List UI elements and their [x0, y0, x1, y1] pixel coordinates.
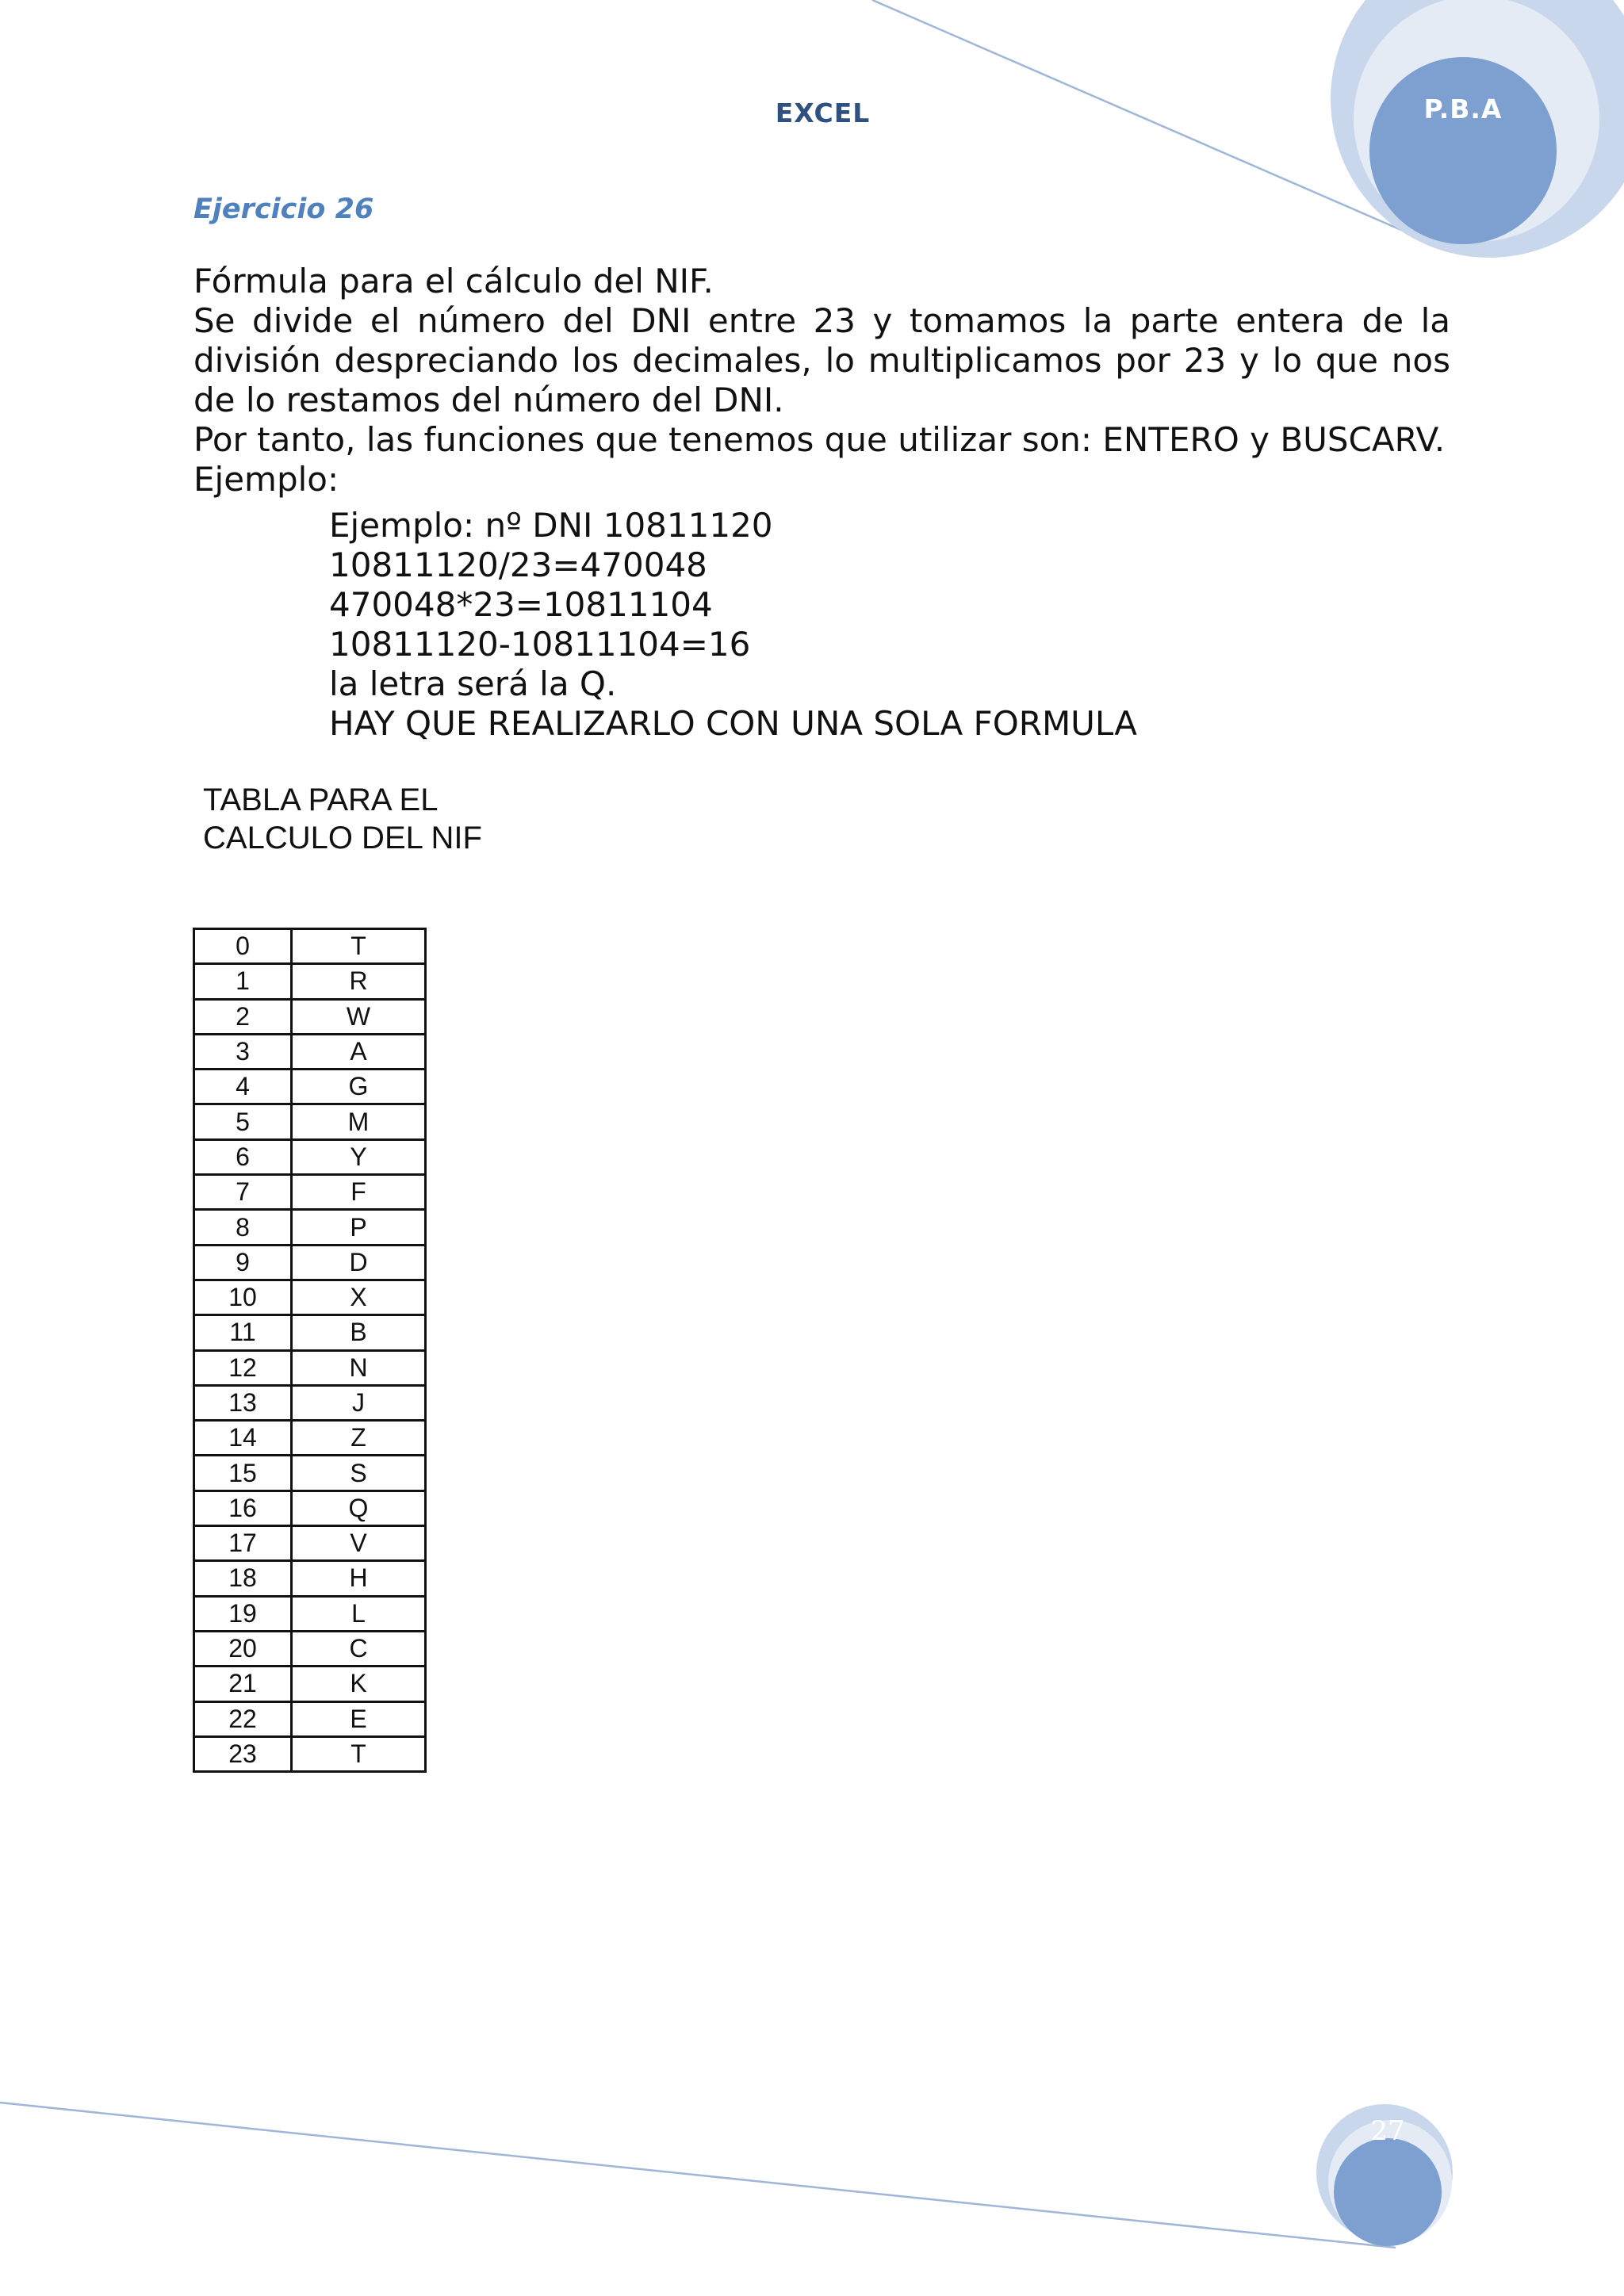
letter-cell: X: [292, 1280, 426, 1314]
remainder-cell: 1: [194, 964, 292, 999]
table-row: [194, 1034, 426, 1069]
table-row: [194, 964, 426, 999]
remainder-cell: 22: [194, 1701, 292, 1736]
remainder-cell: 16: [194, 1490, 292, 1525]
letter-cell: Z: [292, 1421, 426, 1456]
remainder-cell: 5: [194, 1104, 292, 1139]
example-line: HAY QUE REALIZARLO CON UNA SOLA FORMULA: [329, 704, 1138, 743]
table-heading-line: CALCULO DEL NIF: [203, 821, 482, 855]
footer-circle-inner: [1334, 2138, 1442, 2246]
letter-cell: L: [292, 1596, 426, 1631]
table-row: [194, 929, 426, 964]
table-row: [194, 999, 426, 1034]
remainder-cell: 17: [194, 1526, 292, 1561]
example-line: 10811120-10811104=16: [329, 625, 751, 664]
table-row: [194, 1456, 426, 1490]
remainder-cell: 6: [194, 1139, 292, 1174]
intro-text: [193, 262, 1450, 499]
letter-cell: E: [292, 1701, 426, 1736]
header-brand: P.B.A: [1423, 94, 1503, 124]
nif-table-body: [194, 929, 426, 1772]
page-number: 27: [1370, 2115, 1405, 2147]
letter-cell: D: [292, 1245, 426, 1280]
letter-cell: C: [292, 1631, 426, 1666]
letter-cell: M: [292, 1104, 426, 1139]
letter-cell: A: [292, 1034, 426, 1069]
table-heading-line: TABLA PARA EL: [203, 783, 439, 817]
paragraph-line: división despreciando los decimales, lo multiplicamos por 23 y lo que nos: [193, 341, 1450, 380]
letter-cell: B: [292, 1315, 426, 1350]
exercise-title: Ejercicio 26: [193, 193, 374, 225]
paragraph-line: Se divide el número del DNI entre 23 y tomamos la parte entera de la: [193, 301, 1450, 340]
example-label: Ejemplo:: [193, 460, 339, 499]
letter-cell: N: [292, 1350, 426, 1385]
table-heading: [203, 781, 482, 857]
header-circle-inner: [1369, 57, 1557, 244]
remainder-cell: 12: [194, 1350, 292, 1385]
letter-cell: S: [292, 1456, 426, 1490]
table-row: [194, 1175, 426, 1210]
table-row: [194, 1350, 426, 1385]
table-row: [194, 1701, 426, 1736]
letter-cell: T: [292, 1736, 426, 1771]
letter-cell: V: [292, 1526, 426, 1561]
remainder-cell: 10: [194, 1280, 292, 1314]
example-block: [329, 506, 1137, 744]
remainder-cell: 23: [194, 1736, 292, 1771]
letter-cell: R: [292, 964, 426, 999]
table-row: [194, 1490, 426, 1525]
letter-cell: P: [292, 1210, 426, 1245]
table-row: [194, 1210, 426, 1245]
remainder-cell: 20: [194, 1631, 292, 1666]
letter-cell: W: [292, 999, 426, 1034]
remainder-cell: 19: [194, 1596, 292, 1631]
remainder-cell: 9: [194, 1245, 292, 1280]
paragraph-line: de lo restamos del número del DNI.: [193, 381, 784, 419]
remainder-cell: 8: [194, 1210, 292, 1245]
table-row: [194, 1139, 426, 1174]
remainder-cell: 15: [194, 1456, 292, 1490]
intro-line: Fórmula para el cálculo del NIF.: [193, 262, 714, 300]
letter-cell: K: [292, 1667, 426, 1701]
example-line: la letra será la Q.: [329, 664, 617, 703]
table-row: [194, 1315, 426, 1350]
functions-line: Por tanto, las funciones que tenemos que utilizar son: ENTERO y BUSCARV.: [193, 420, 1446, 459]
remainder-cell: 13: [194, 1385, 292, 1420]
table-row: [194, 1561, 426, 1596]
table-row: [194, 1421, 426, 1456]
letter-cell: Q: [292, 1490, 426, 1525]
table-row: [194, 1667, 426, 1701]
letter-cell: Y: [292, 1139, 426, 1174]
remainder-cell: 4: [194, 1070, 292, 1104]
remainder-cell: 18: [194, 1561, 292, 1596]
table-row: [194, 1631, 426, 1666]
remainder-cell: 2: [194, 999, 292, 1034]
table-row: [194, 1070, 426, 1104]
remainder-cell: 11: [194, 1315, 292, 1350]
remainder-cell: 21: [194, 1667, 292, 1701]
table-row: [194, 1280, 426, 1314]
table-row: [194, 1596, 426, 1631]
remainder-cell: 14: [194, 1421, 292, 1456]
table-row: [194, 1245, 426, 1280]
nif-table: [193, 928, 427, 1773]
example-line: 10811120/23=470048: [329, 545, 707, 584]
letter-cell: J: [292, 1385, 426, 1420]
remainder-cell: 0: [194, 929, 292, 964]
letter-cell: F: [292, 1175, 426, 1210]
letter-cell: H: [292, 1561, 426, 1596]
table-row: [194, 1104, 426, 1139]
table-row: [194, 1385, 426, 1420]
header-title: EXCEL: [775, 98, 871, 128]
table-row: [194, 1736, 426, 1771]
footer-diagonal-line: [0, 2103, 1396, 2248]
letter-cell: G: [292, 1070, 426, 1104]
remainder-cell: 7: [194, 1175, 292, 1210]
table-row: [194, 1526, 426, 1561]
remainder-cell: 3: [194, 1034, 292, 1069]
letter-cell: T: [292, 929, 426, 964]
example-line: Ejemplo: nº DNI 10811120: [329, 506, 773, 545]
example-line: 470048*23=10811104: [329, 585, 713, 624]
